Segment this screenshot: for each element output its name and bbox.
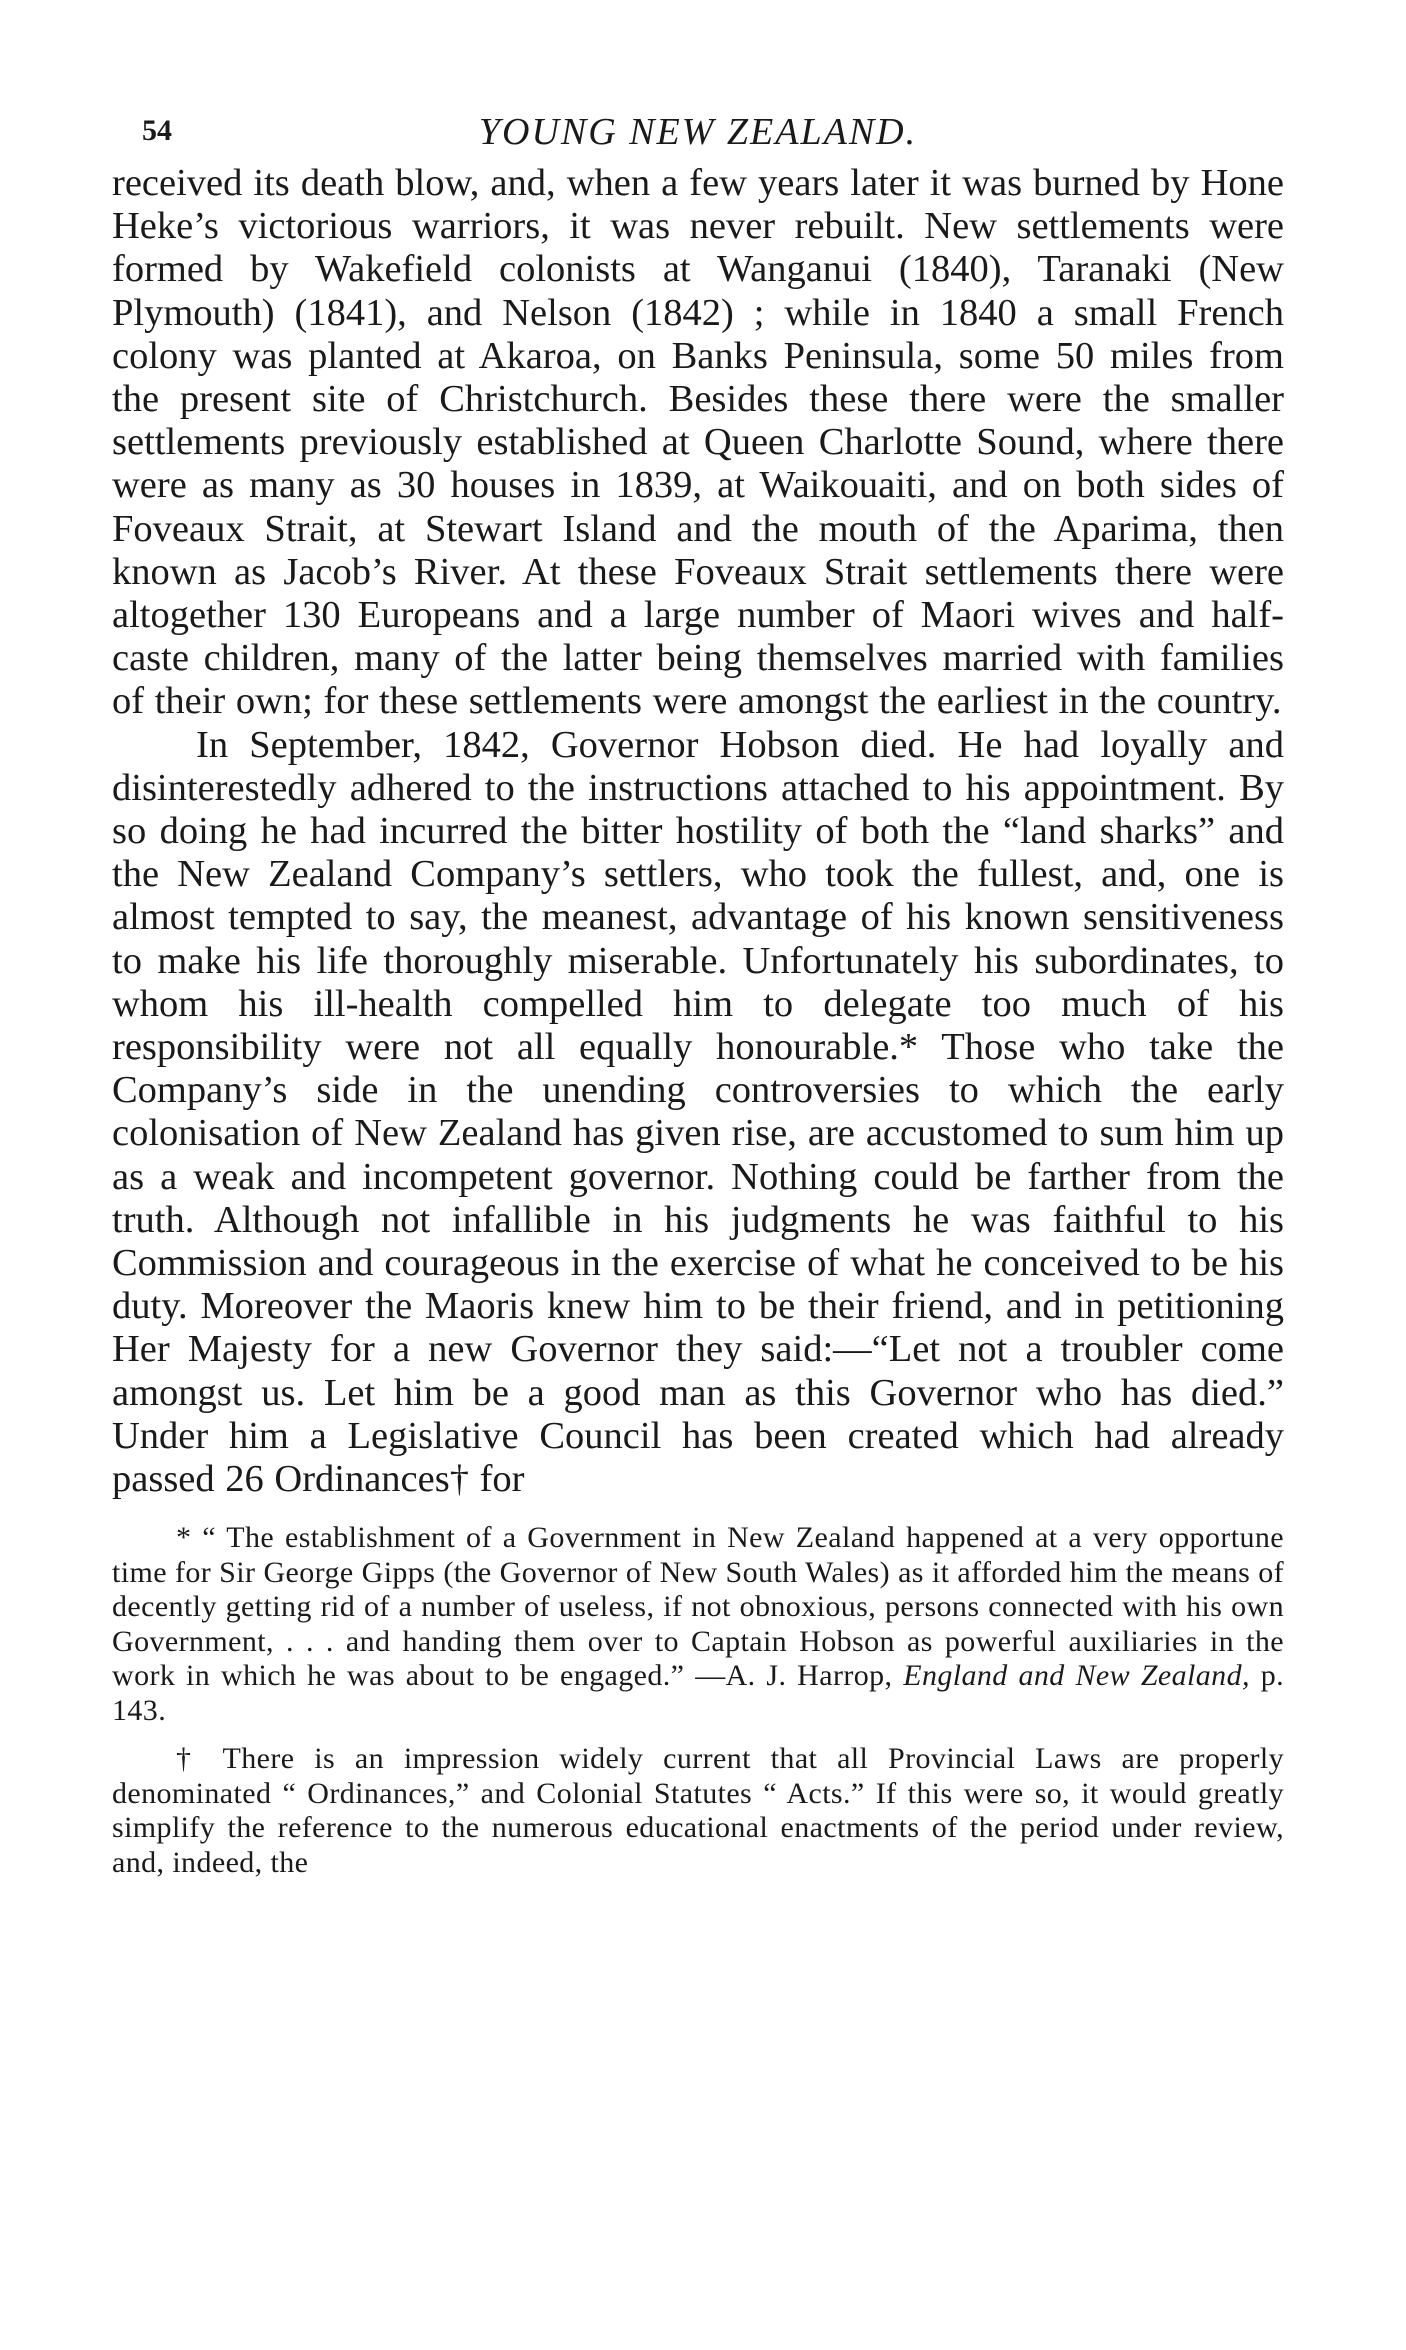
book-page [112,100,1284,1894]
paragraph-2: In September, 1842, Governor Hobson died. He had loyally and disinterestedly adhered to the instructions attached to his appointment. By so doing he had incurred the bitter hostility of both the “land sharks” and the New Zealand Company’s settlers, who took the fullest, and, one is almost tempted to say, the meanest, advantage of his known sensitiveness to make his life thoroughly miserable. Unfortunately his subordinates, to whom his ill-health compelled him to delegate too much of his responsibility were not all equally honourable.* Those who take the Company’s side in the unending controversies to which the early colonisation of New Zealand has given rise, are accustomed to sum him up as a weak and incompetent governor. Nothing could be farther from the truth. Although not infallible in his judgments he was faithful to his Commission and courageous in the exercise of what he conceived to be his duty. Moreover the Maoris knew him to be their friend, and in petitioning Her Majesty for a new Governor they said:—“Let not a troubler come amongst us. Let him be a good man as this Governor who has died.” Under him a Legislative Council has been created which had already passed 26 Ordinances† for [112,723,1284,1501]
footnotes [112,1521,1284,1880]
footnote-2: † There is an impression widely current that all Provincial Laws are properly denominated “ Ordinances,” and Colonial Statutes “ Acts.” If this were so, it would greatly simplify the reference to the numerous educational enactments of the period under review, and, indeed, the [112,1742,1284,1879]
body-text [112,162,1284,1501]
running-head [112,100,1284,162]
footnote-1-text: * “ The establishment of a Government in New Zealand happened at a very opportune time for Sir George Gipps (the Governor of New South Wales) as it afforded him the means of decently getting rid of a number of useless, if not obnoxious, persons connected with his own Government, . . . and handing them over to Captain Hobson as powerful auxiliaries in the work in which he was about to be engaged.” —A. J. Harrop, [112,1521,1284,1693]
paragraph-1: received its death blow, and, when a few years later it was burned by Hone Heke’s victorious warriors, it was never rebuilt. New settlements were formed by Wakefield colonists at Wanganui (1840), Taranaki (New Plymouth) (1841), and Nelson (1842) ; while in 1840 a small French colony was planted at Akaroa, on Banks Peninsula, some 50 miles from the present site of Christchurch. Besides these there were the smaller settlements previously established at Queen Charlotte Sound, where there were as many as 30 houses in 1839, at Waikouaiti, and on both sides of Foveaux Strait, at Stewart Island and the mouth of the Aparima, then known as Jacob’s River. At these Foveaux Strait settlements there were altogether 130 Europeans and a large number of Maori wives and half-caste children, many of the latter being themselves married with families of their own; for these settlements were amongst the earliest in the country. [112,162,1284,723]
running-title: YOUNG NEW ZEALAND. [478,111,918,153]
footnote-1-page: p. 143. [112,1659,1284,1727]
footnote-1-work-title: England and New Zealand, [903,1659,1250,1693]
page-number: 54 [142,114,172,147]
footnote-1 [112,1521,1284,1728]
